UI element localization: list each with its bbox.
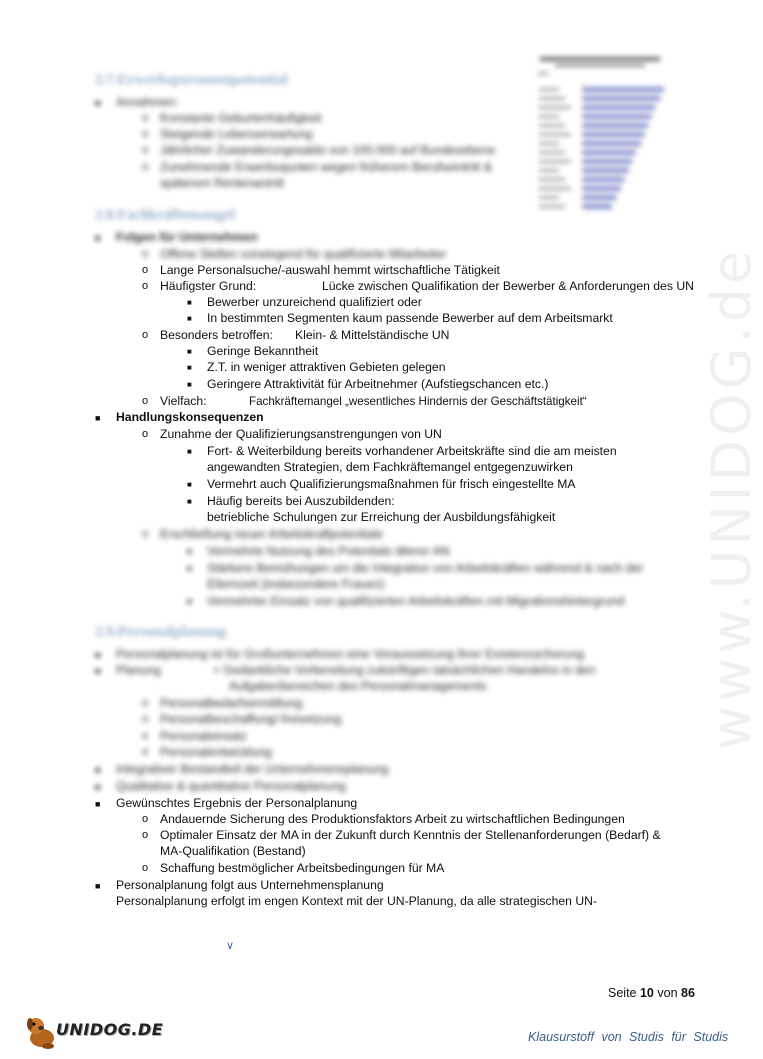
text-line-value: Klein- & Mittelständische UN: [295, 328, 450, 342]
text-line: Vermehrte Nutzung des Potentials älterer AN: [207, 544, 450, 558]
text-line: Personaleinsatz: [160, 729, 247, 743]
bullet-circle: o: [142, 528, 149, 540]
text-line: Integrativer Bestandteil der Unternehmensplanung: [116, 762, 389, 776]
text-line: Jährlicher Zuwanderungssaldo von 100.000 auf Bundesebene: [160, 143, 496, 157]
text-line: Steigende Lebenserwartung: [160, 127, 313, 141]
chart-bar: [583, 204, 612, 209]
total-pages: 86: [681, 986, 695, 1000]
text-line: Zunahme der Qualifizierungsanstrengungen von UN: [160, 427, 442, 441]
text-line: Konstante Geburtenhäufigkeit: [160, 111, 322, 125]
chart-category-label: [539, 151, 565, 154]
text-line: Vermehrter Einsatz von qualifizierten Arbeitskräften mit Migrationshintergrund: [207, 594, 625, 608]
bullet-circle: o: [142, 280, 149, 292]
section-heading-28: 2.8.Fachkräftemangel: [95, 207, 235, 223]
text-line: Personalplanung erfolgt im engen Kontext mit der UN-Planung, da alle strategischen UN-: [116, 894, 597, 908]
bullet-circle: o: [142, 862, 149, 874]
bullet-circle: o: [142, 829, 149, 841]
text-line: Stärkere Bemühungen um die Integration von Arbeitskräften während & nach der: [207, 561, 644, 575]
text-line-label: Vielfach:: [160, 394, 207, 408]
text-line-label: Planung: [116, 663, 161, 677]
page-label: Seite: [608, 986, 637, 1000]
text-line: angewandten Strategien, dem Fachkräftemangel entgegenzuwirken: [207, 460, 573, 474]
text-line: Schaffung bestmöglicher Arbeitsbedingungen für MA: [160, 861, 445, 875]
bullet-circle: o: [142, 264, 149, 276]
bullet-square: ■: [95, 650, 101, 660]
bullet-circle: o: [142, 128, 149, 140]
text-line: Personalbedarfsermittlung: [160, 696, 303, 710]
chart-bar: [583, 123, 648, 128]
text-line: Personalentwicklung: [160, 745, 272, 759]
page-of-label: von: [657, 986, 678, 1000]
chart-category-label: [539, 142, 559, 145]
bullet-circle: o: [142, 395, 149, 407]
chart-bar: [583, 96, 660, 101]
chart-category-label: [539, 88, 559, 91]
text-line: Folgen für Unternehmen: [116, 230, 258, 244]
current-page: 10: [639, 986, 654, 1000]
bullet-circle: o: [142, 248, 149, 260]
chart-bar: [583, 87, 664, 92]
text-line: Personalbeschaffung/-freisetzung: [160, 712, 342, 726]
bullet-circle: o: [142, 730, 149, 742]
footer-slogan: Klausurstoff von Studis für Studis: [528, 1030, 729, 1044]
text-line-value: Lücke zwischen Qualifikation der Bewerber & Anforderungen des UN: [322, 279, 694, 293]
chart-category-label: [539, 97, 565, 100]
text-line: Zunehmende Erwerbsquoten wegen früherem Berufseintritt &: [160, 160, 492, 174]
bullet-square: ■: [187, 497, 192, 506]
text-line: Geringere Attraktivität für Arbeitnehmer (Aufstiegschancen etc.): [207, 377, 549, 391]
text-line: Optimaler Einsatz der MA in der Zukunft durch Kenntnis der Stellenanforderungen (Bedarf) &: [160, 828, 661, 842]
text-line: In bestimmten Segmenten kaum passende Bewerber auf dem Arbeitsmarkt: [207, 311, 613, 325]
logo-text: UNIDOG.DE: [56, 1020, 164, 1039]
text-line: Z.T. in weniger attraktiven Gebieten gelegen: [207, 360, 446, 374]
text-line: Fort- & Weiterbildung bereits vorhandener Arbeitskräfte sind die am meisten: [207, 444, 617, 458]
text-line-value: Fachkräftemangel „wesentliches Hindernis der Geschäftstätigkeit“: [249, 395, 587, 408]
text-line-label: Besonders betroffen:: [160, 328, 273, 342]
bullet-circle: o: [142, 329, 149, 341]
bullet-square: ■: [95, 413, 101, 423]
text-line: Elternzeit (insbesondere Frauen): [207, 577, 385, 591]
chart-bar: [583, 141, 641, 146]
bullet-circle: o: [142, 112, 149, 124]
chart-category-label: [539, 205, 565, 208]
chart-legend-line: [538, 72, 548, 75]
text-line: Vermehrt auch Qualifizierungsmaßnahmen für frisch eingestellte MA: [207, 477, 576, 491]
chart-bar: [583, 132, 645, 137]
text-line: MA-Qualifikation (Bestand): [160, 844, 306, 858]
chart-bar: [583, 186, 621, 191]
text-line-value: Aufgabenbereichen des Personalmanagements: [229, 679, 487, 693]
text-line: Geringe Bekanntheit: [207, 344, 319, 358]
bullet-square: ■: [95, 799, 101, 809]
chart-category-label: [539, 124, 565, 127]
text-line-value: = Gedankliche Vorbereitung zukünftigen tatsächlichen Handelns in den: [213, 663, 596, 677]
text-line: Handlungskonsequenzen: [116, 410, 264, 424]
text-line: betriebliche Schulungen zur Erreichung der Ausbildungsfähigkeit: [207, 510, 556, 524]
bullet-square: ■: [187, 380, 192, 389]
bullet-square: ■: [187, 298, 192, 307]
chart-bar: [583, 195, 616, 200]
chart-bar: [583, 150, 636, 155]
bullet-square: ■: [95, 881, 101, 891]
bullet-square: ■: [187, 447, 192, 456]
page-number: [608, 986, 695, 1000]
text-line: Andauernde Sicherung des Produktionsfaktors Arbeit zu wirtschaftlichen Bedingungen: [160, 812, 625, 826]
bar-chart: [535, 55, 675, 215]
chart-bar: [583, 168, 629, 173]
bullet-square: ■: [187, 347, 192, 356]
unidog-logo: [22, 1012, 164, 1052]
text-line: Bewerber unzureichend qualifiziert oder: [207, 295, 422, 309]
bullet-circle: o: [142, 746, 149, 758]
text-line: Lange Personalsuche/-auswahl hemmt wirtschaftliche Tätigkeit: [160, 263, 500, 277]
chart-bar: [583, 105, 655, 110]
bullet-square: ■: [187, 363, 192, 372]
text-line-label: Häufigster Grund:: [160, 279, 257, 293]
text-line: Offene Stellen vorwiegend für qualifizierte Mitarbeiter: [160, 247, 447, 261]
chart-category-label: [539, 133, 571, 136]
chart-bar: [583, 114, 652, 119]
text-line: Gewünschtes Ergebnis der Personalplanung: [116, 796, 358, 810]
bullet-square: ■: [187, 597, 192, 606]
bullet-square: ■: [95, 782, 101, 792]
bullet-circle: o: [142, 713, 149, 725]
bullet-circle: o: [142, 428, 149, 440]
chevron-down-icon[interactable]: ∨: [226, 940, 235, 952]
text-line: späterem Rentenantritt: [160, 176, 284, 190]
bullet-square: ■: [187, 480, 192, 489]
chart-category-label: [539, 115, 559, 118]
chart-category-label: [539, 106, 571, 109]
bullet-circle: o: [142, 161, 149, 173]
text-line: Annahmen:: [116, 95, 179, 109]
bullet-circle: o: [142, 697, 149, 709]
chart-title-line: [540, 57, 660, 61]
text-line: Personalplanung ist für Großunternehmen eine Voraussetzung ihrer Existenzsicherung: [116, 647, 585, 661]
chart-category-label: [539, 160, 571, 163]
bullet-square: ■: [95, 98, 101, 108]
bullet-square: ■: [187, 547, 192, 556]
section-heading-27: 2.7.Erwerbspersonenpotential: [95, 72, 288, 88]
bullet-square: ■: [187, 564, 192, 573]
text-line: Erschließung neuer Arbeitskraftpotentiale: [160, 527, 383, 541]
bullet-square: ■: [95, 765, 101, 775]
text-line: Personalplanung folgt aus Unternehmensplanung: [116, 878, 384, 892]
bullet-square: ■: [95, 666, 101, 676]
bullet-circle: o: [142, 144, 149, 156]
section-heading-29: 2.9.Personalplanung: [95, 624, 226, 640]
watermark: www.UNIDOG.de: [700, 246, 763, 750]
chart-category-label: [539, 178, 565, 181]
chart-subtitle-line: [555, 64, 645, 67]
bullet-square: ■: [187, 314, 192, 323]
chart-bar: [583, 159, 632, 164]
chart-category-label: [539, 196, 559, 199]
bullet-circle: o: [142, 813, 149, 825]
text-line: Qualitative & quantitative Personalplanung: [116, 779, 346, 793]
chart-category-label: [539, 169, 559, 172]
chart-category-label: [539, 187, 571, 190]
bullet-square: ■: [95, 233, 101, 243]
text-line: Häufig bereits bei Auszubildenden:: [207, 494, 395, 508]
chart-bar: [583, 177, 624, 182]
